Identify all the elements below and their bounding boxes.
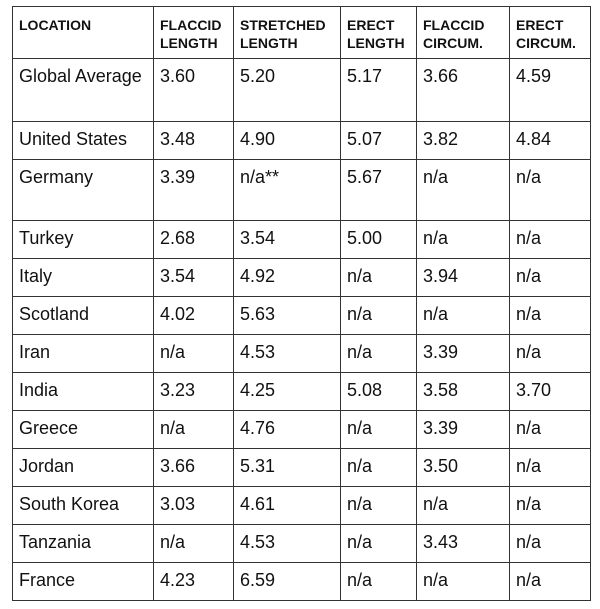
cell-location: France bbox=[13, 563, 154, 601]
cell-location: Scotland bbox=[13, 297, 154, 335]
cell-location: Italy bbox=[13, 259, 154, 297]
cell-flaccid-circumference: 3.39 bbox=[417, 335, 510, 373]
cell-flaccid-circumference: 3.66 bbox=[417, 59, 510, 122]
header-erect-length bbox=[341, 7, 417, 59]
cell-flaccid-length: n/a bbox=[154, 525, 234, 563]
cell-erect-length: n/a bbox=[341, 259, 417, 297]
cell-flaccid-length: 4.02 bbox=[154, 297, 234, 335]
cell-flaccid-circumference: n/a bbox=[417, 563, 510, 601]
measurements-table bbox=[12, 6, 591, 601]
header-erect-circumference-line-1: ERECT bbox=[516, 17, 564, 33]
cell-stretched-length: 3.54 bbox=[234, 221, 341, 259]
table-row bbox=[13, 411, 591, 449]
cell-flaccid-length: 3.03 bbox=[154, 487, 234, 525]
header-erect-circumference-line-2: CIRCUM. bbox=[516, 35, 576, 51]
cell-stretched-length: 4.61 bbox=[234, 487, 341, 525]
cell-erect-length: 5.17 bbox=[341, 59, 417, 122]
header-erect-circumference bbox=[510, 7, 591, 59]
table-row bbox=[13, 59, 591, 122]
cell-stretched-length: 4.25 bbox=[234, 373, 341, 411]
cell-erect-circumference: n/a bbox=[510, 221, 591, 259]
cell-flaccid-circumference: 3.50 bbox=[417, 449, 510, 487]
header-erect-length-line-1: ERECT bbox=[347, 17, 395, 33]
table-row bbox=[13, 122, 591, 160]
header-stretched-length bbox=[234, 7, 341, 59]
cell-flaccid-circumference: n/a bbox=[417, 160, 510, 221]
header-stretched-length-line-2: LENGTH bbox=[240, 35, 298, 51]
cell-location: Jordan bbox=[13, 449, 154, 487]
cell-location: South Korea bbox=[13, 487, 154, 525]
cell-erect-length: n/a bbox=[341, 525, 417, 563]
cell-stretched-length: 4.53 bbox=[234, 335, 341, 373]
table-row bbox=[13, 335, 591, 373]
cell-flaccid-circumference: 3.43 bbox=[417, 525, 510, 563]
cell-stretched-length: 5.31 bbox=[234, 449, 341, 487]
cell-erect-circumference: n/a bbox=[510, 449, 591, 487]
cell-erect-length: 5.67 bbox=[341, 160, 417, 221]
cell-erect-length: n/a bbox=[341, 487, 417, 525]
cell-erect-circumference: n/a bbox=[510, 411, 591, 449]
cell-location: Turkey bbox=[13, 221, 154, 259]
cell-flaccid-circumference: n/a bbox=[417, 221, 510, 259]
cell-location: United States bbox=[13, 122, 154, 160]
cell-flaccid-length: 4.23 bbox=[154, 563, 234, 601]
cell-erect-length: 5.00 bbox=[341, 221, 417, 259]
cell-erect-circumference: n/a bbox=[510, 160, 591, 221]
header-location-line-1: LOCATION bbox=[19, 17, 92, 33]
header-flaccid-length-line-2: LENGTH bbox=[160, 35, 218, 51]
cell-flaccid-circumference: 3.58 bbox=[417, 373, 510, 411]
cell-stretched-length: n/a** bbox=[234, 160, 341, 221]
table-row bbox=[13, 221, 591, 259]
cell-flaccid-length: 3.48 bbox=[154, 122, 234, 160]
cell-flaccid-length: 3.66 bbox=[154, 449, 234, 487]
cell-location: Global Average bbox=[13, 59, 154, 122]
cell-erect-length: n/a bbox=[341, 449, 417, 487]
cell-erect-circumference: 4.84 bbox=[510, 122, 591, 160]
cell-stretched-length: 4.76 bbox=[234, 411, 341, 449]
header-erect-length-line-2: LENGTH bbox=[347, 35, 405, 51]
cell-erect-circumference: 4.59 bbox=[510, 59, 591, 122]
header-row bbox=[13, 7, 591, 59]
header-stretched-length-line-1: STRETCHED bbox=[240, 17, 326, 33]
cell-location: Iran bbox=[13, 335, 154, 373]
cell-erect-circumference: n/a bbox=[510, 335, 591, 373]
header-location bbox=[13, 7, 154, 59]
cell-stretched-length: 4.90 bbox=[234, 122, 341, 160]
cell-erect-length: n/a bbox=[341, 335, 417, 373]
table-row bbox=[13, 487, 591, 525]
header-flaccid-circumference-line-2: CIRCUM. bbox=[423, 35, 483, 51]
table-row bbox=[13, 297, 591, 335]
cell-location: Tanzania bbox=[13, 525, 154, 563]
header-flaccid-length bbox=[154, 7, 234, 59]
cell-stretched-length: 4.53 bbox=[234, 525, 341, 563]
table-header bbox=[13, 7, 591, 59]
cell-location: Germany bbox=[13, 160, 154, 221]
cell-erect-circumference: n/a bbox=[510, 297, 591, 335]
table-row bbox=[13, 373, 591, 411]
table-row bbox=[13, 449, 591, 487]
cell-erect-length: n/a bbox=[341, 411, 417, 449]
cell-location: Greece bbox=[13, 411, 154, 449]
cell-flaccid-circumference: 3.39 bbox=[417, 411, 510, 449]
cell-flaccid-length: 2.68 bbox=[154, 221, 234, 259]
cell-erect-length: n/a bbox=[341, 563, 417, 601]
cell-stretched-length: 6.59 bbox=[234, 563, 341, 601]
table-row bbox=[13, 259, 591, 297]
cell-erect-circumference: n/a bbox=[510, 563, 591, 601]
header-flaccid-circumference bbox=[417, 7, 510, 59]
cell-stretched-length: 5.63 bbox=[234, 297, 341, 335]
header-flaccid-length-line-1: FLACCID bbox=[160, 17, 222, 33]
cell-stretched-length: 5.20 bbox=[234, 59, 341, 122]
cell-flaccid-length: 3.23 bbox=[154, 373, 234, 411]
table-body bbox=[13, 59, 591, 601]
table-row bbox=[13, 160, 591, 221]
header-flaccid-circumference-line-1: FLACCID bbox=[423, 17, 485, 33]
cell-location: India bbox=[13, 373, 154, 411]
cell-erect-length: 5.07 bbox=[341, 122, 417, 160]
cell-erect-circumference: 3.70 bbox=[510, 373, 591, 411]
table-row bbox=[13, 563, 591, 601]
cell-flaccid-circumference: n/a bbox=[417, 297, 510, 335]
cell-flaccid-length: 3.60 bbox=[154, 59, 234, 122]
cell-flaccid-length: 3.39 bbox=[154, 160, 234, 221]
cell-erect-length: 5.08 bbox=[341, 373, 417, 411]
cell-flaccid-length: n/a bbox=[154, 335, 234, 373]
cell-flaccid-length: n/a bbox=[154, 411, 234, 449]
cell-erect-circumference: n/a bbox=[510, 525, 591, 563]
cell-flaccid-circumference: 3.82 bbox=[417, 122, 510, 160]
table-row bbox=[13, 525, 591, 563]
cell-erect-length: n/a bbox=[341, 297, 417, 335]
cell-flaccid-length: 3.54 bbox=[154, 259, 234, 297]
cell-erect-circumference: n/a bbox=[510, 487, 591, 525]
cell-flaccid-circumference: n/a bbox=[417, 487, 510, 525]
cell-erect-circumference: n/a bbox=[510, 259, 591, 297]
cell-stretched-length: 4.92 bbox=[234, 259, 341, 297]
cell-flaccid-circumference: 3.94 bbox=[417, 259, 510, 297]
